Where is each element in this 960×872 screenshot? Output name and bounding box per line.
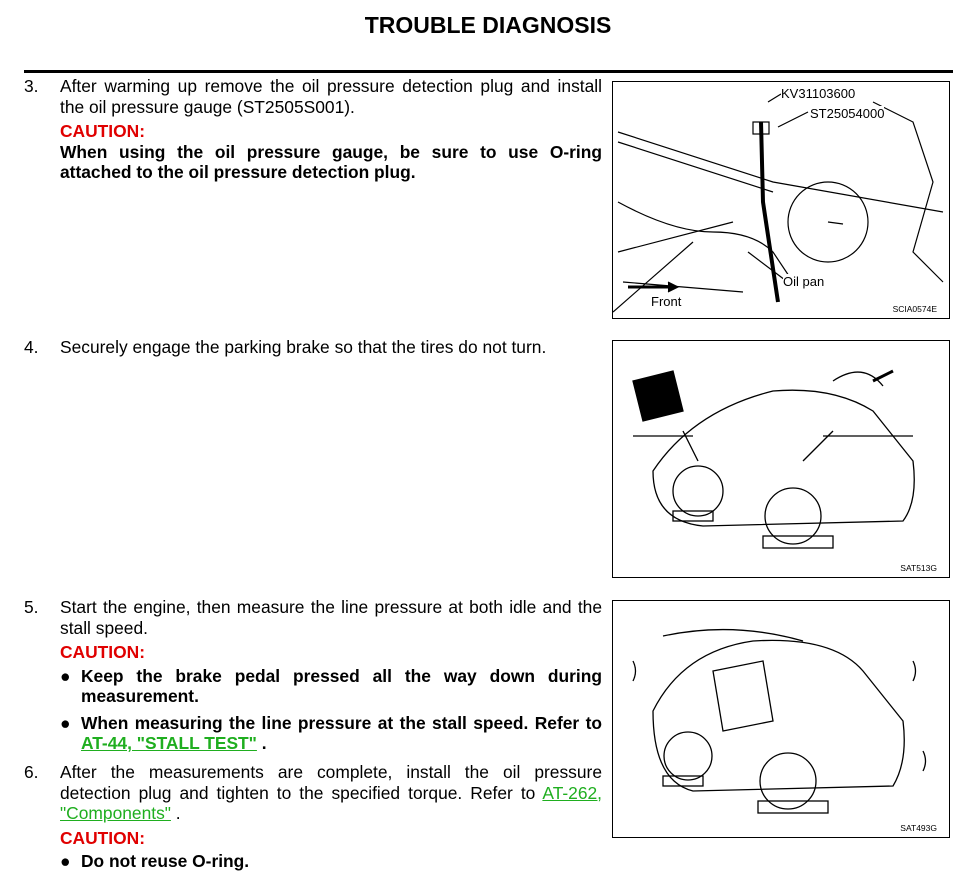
step-6: 6. After the measurements are complete, install the oil pressure detection plug and tighten to the specified torque. Refer to AT-262, "Components" . CAUTION: ● Do not reuse O-ring. [24, 762, 602, 871]
step-4 [24, 337, 602, 358]
step-text: After the measurements are complete, install the oil pressure detection plug and tighten to the specified torque. Refer to [60, 762, 602, 803]
caution-label: CAUTION: [60, 121, 146, 141]
step-5 [24, 597, 602, 754]
bullet-icon: ● [60, 851, 71, 871]
figure-label: ST25054000 [810, 106, 885, 121]
caution-bullet: ● When measuring the line pressure at the stall speed. Refer to AT-44, "STALL TEST" . [60, 712, 602, 753]
step-text: Securely engage the parking brake so that the tires do not turn. [60, 337, 547, 357]
components-link[interactable]: AT-262, "Components" [60, 782, 602, 823]
caution-label: CAUTION: [60, 827, 146, 848]
step-3 [24, 76, 602, 183]
caution-bullet: ● Keep the brake pedal pressed all the way down during measurement. [60, 665, 602, 706]
step-number: 4. [24, 337, 39, 357]
bullet-icon: ● [60, 712, 71, 733]
bullet-icon: ● [60, 665, 71, 686]
car-parking-brake-illustration [613, 341, 949, 577]
step-number: 3. [24, 76, 39, 96]
caution-label: CAUTION: [60, 642, 146, 662]
figure-oil-pressure-gauge [612, 81, 950, 319]
page-title: TROUBLE DIAGNOSIS [364, 12, 612, 38]
figure-parking-brake [612, 340, 950, 578]
step-number: 5. [24, 597, 39, 617]
stall-test-link[interactable]: AT-44, "STALL TEST" [81, 733, 257, 753]
title-divider [24, 70, 953, 73]
figure-engine-running [612, 600, 950, 838]
car-running-illustration [613, 601, 949, 837]
figure-label: Front [651, 294, 682, 309]
figure-label: KV31103600 [781, 86, 856, 101]
caution-text: When using the oil pressure gauge, be sure to use O-ring attached to the oil pressure detection plug. [60, 141, 602, 182]
step-text: After warming up remove the oil pressure detection plug and install the oil pressure gauge (ST2505S001). [60, 76, 602, 117]
figure-label: Oil pan [783, 274, 825, 289]
figure-code: SCIA0574E [892, 304, 937, 314]
figure-code: SAT493G [900, 823, 937, 833]
step-number: 6. [24, 762, 39, 782]
caution-bullet: ● Do not reuse O-ring. [60, 851, 250, 871]
engine-illustration [613, 82, 949, 318]
figure-code: SAT513G [900, 563, 937, 573]
step-text: Start the engine, then measure the line pressure at both idle and the stall speed. [60, 597, 602, 638]
